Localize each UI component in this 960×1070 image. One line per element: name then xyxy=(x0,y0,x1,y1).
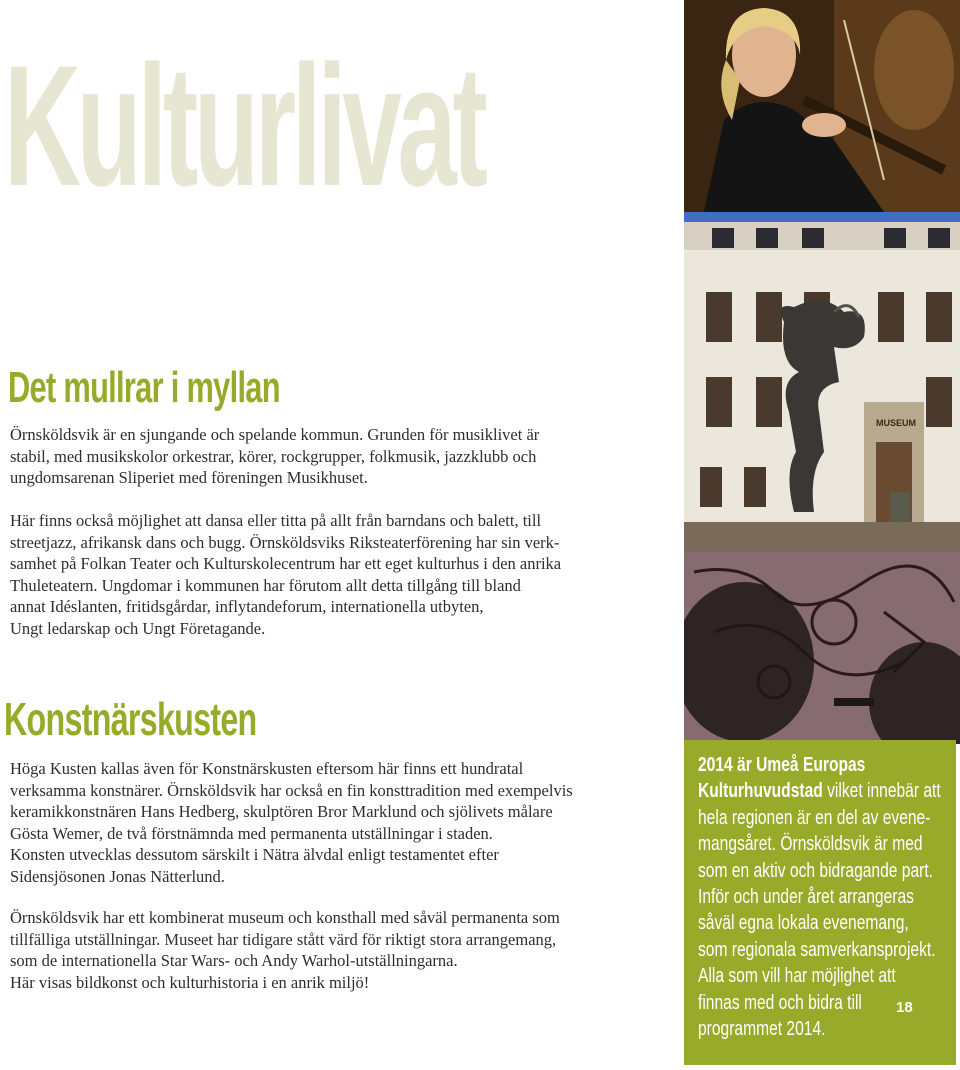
art-paragraph-2 xyxy=(10,907,675,993)
capital-of-culture-box xyxy=(684,740,956,1065)
text-line: Thuleteatern. Ungdomar i kommunen har förutom allt detta tillgång till bland xyxy=(10,575,521,595)
text-line: Gösta Wemer, de två förstnämnda med permanenta utställningar i staden. xyxy=(10,823,493,843)
sidebar-bold-text: Kulturhuvudstad xyxy=(698,780,823,803)
sidebar-line: som en aktiv och bidragande part. xyxy=(698,859,934,882)
sidebar-line: hela regionen är en del av evene- xyxy=(698,806,931,829)
text-line: samhet på Folkan Teater och Kulturskolecentrum har ett eget kulturhus i den anrika xyxy=(10,554,562,573)
sidebar-line: såväl egna lokala evenemang, xyxy=(698,912,909,935)
sidebar-line: som regionala samverkansprojekt. xyxy=(698,938,936,961)
sidebar-line: programmet 2014. xyxy=(698,1018,826,1041)
text-line: verksamma konstnärer. Örnsköldsvik har också en fin konsttradition med exempelvis xyxy=(10,780,573,800)
sidebar-line: mangsåret. Örnsköldsvik är med xyxy=(698,833,923,856)
museum-sign: MUSEUM xyxy=(876,418,916,428)
text-line: tillfälliga utställningar. Museet har tidigare stått värd för riktigt stora arrangemang, xyxy=(10,929,557,949)
text-line: keramikkonstnären Hans Hedberg, skulptören Bror Marklund och sjölivets målare xyxy=(10,802,553,821)
text-line: som de internationella Star Wars- och Andy Warhol-utställningarna. xyxy=(10,951,458,970)
museum-building-photo xyxy=(684,212,960,552)
text-line: Örnsköldsvik är en sjungande och spelande kommun. Grunden för musiklivet är xyxy=(10,425,540,444)
music-paragraph-2 xyxy=(10,510,675,639)
sidebar-line: Alla som vill har möjlighet att xyxy=(698,965,896,988)
text-line: Ungt ledarskap och Ungt Företagande. xyxy=(10,618,266,638)
sidebar-line: Inför och under året arrangeras xyxy=(698,886,914,909)
text-line: Sidensjösonen Jonas Nätterlund. xyxy=(10,866,225,886)
sidebar-bold-text: 2014 är Umeå Europas xyxy=(698,754,866,776)
text-line: Här visas bildkonst och kulturhistoria i en anrik miljö! xyxy=(10,972,370,992)
sidebar-line: finnas med och bidra till xyxy=(698,991,862,1014)
art-paragraph-1 xyxy=(10,758,675,887)
text-line: Här finns också möjlighet att dansa eller titta på allt från barndans och balett, till xyxy=(10,511,542,530)
text-line: stabil, med musikskolor orkestrar, körer, rockgrupper, folkmusik, jazzklubb och xyxy=(10,446,537,466)
sidebar-text-fragment: vilket innebär att xyxy=(822,780,941,803)
violinist-photo xyxy=(684,0,960,212)
section-heading-music: Det mullrar i myllan xyxy=(8,363,280,412)
text-line: Höga Kusten kallas även för Konstnärskusten eftersom här finns ett hundratal xyxy=(10,759,524,778)
page-big-title: Kulturlivat xyxy=(4,30,484,222)
text-line: Konsten utvecklas dessutom särskilt i Nätra älvdal enligt testamentet efter xyxy=(10,845,499,864)
sidebar-line xyxy=(698,778,941,804)
mural-art-photo xyxy=(684,552,960,744)
text-line: Örnsköldsvik har ett kombinerat museum och konsthall med såväl permanenta som xyxy=(10,908,560,927)
page-number: 18 xyxy=(896,999,913,1016)
text-line: streetjazz, afrikansk dans och bugg. Örnsköldsviks Riksteaterförening har sin verk- xyxy=(10,532,560,552)
text-line: ungdomsarenan Sliperiet med föreningen Musikhuset. xyxy=(10,468,368,487)
section-heading-art: Konstnärskusten xyxy=(4,693,257,745)
music-paragraph-1 xyxy=(10,424,675,489)
text-line: annat Idéslanten, fritidsgårdar, inflytandeforum, internationella utbyten, xyxy=(10,597,484,616)
sidebar-line xyxy=(698,752,893,778)
